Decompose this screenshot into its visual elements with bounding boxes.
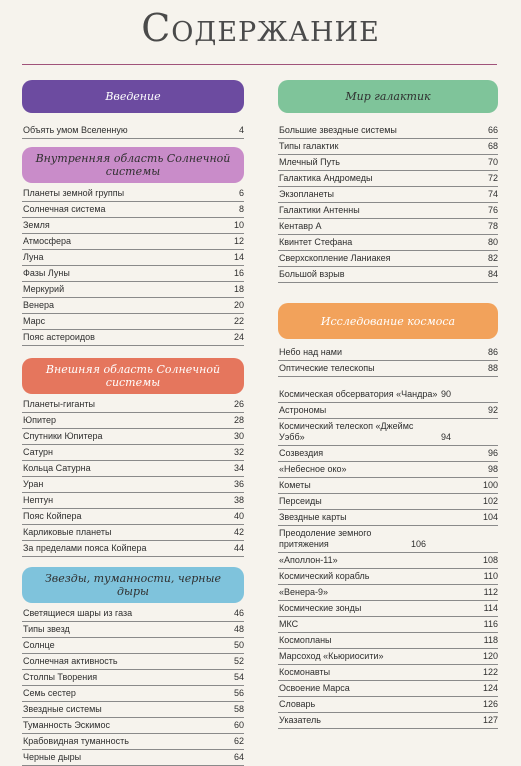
entry-label: Семь сестер (23, 688, 76, 698)
toc-entry[interactable] (22, 298, 244, 314)
toc-entry[interactable] (278, 585, 498, 601)
entry-page: 80 (487, 237, 498, 247)
entry-label: МКС (279, 619, 299, 629)
toc-entry[interactable] (22, 218, 244, 234)
entry-page: 112 (483, 587, 498, 597)
entry-label: Космический корабль (279, 571, 370, 581)
entry-label: Млечный Путь (279, 157, 340, 167)
entry-page: 64 (233, 752, 244, 762)
entry-label: Галактики Антенны (279, 205, 360, 215)
entry-page: 86 (487, 347, 498, 357)
entry-page: 78 (487, 221, 498, 231)
entry-page: 74 (487, 189, 498, 199)
entry-page: 32 (233, 447, 244, 457)
entry-label: Меркурий (23, 284, 65, 294)
entry-label: «Аполлон-11» (279, 555, 338, 565)
entry-page: 127 (482, 715, 498, 725)
entry-label: Кометы (279, 480, 311, 490)
toc-entry[interactable] (22, 606, 244, 622)
entry-page: 42 (233, 527, 244, 537)
entry-page: 38 (233, 495, 244, 505)
toc-entry[interactable] (22, 202, 244, 218)
entry-label: Сверхскопление Ланиакея (279, 253, 391, 263)
entry-page: 126 (482, 699, 498, 709)
toc-entry[interactable] (278, 649, 498, 665)
section-list-space (278, 345, 498, 729)
toc-entry[interactable] (278, 494, 498, 510)
page-title: Содержание (141, 6, 380, 50)
entry-page: 44 (233, 543, 244, 553)
entry-page: 50 (233, 640, 244, 650)
entry-label: Солнечная активность (23, 656, 118, 666)
entry-label: Венера (23, 300, 54, 310)
toc-entry[interactable] (278, 617, 498, 633)
entry-label: Небо над нами (279, 347, 342, 357)
entry-label: Освоение Марса (279, 683, 350, 693)
entry-page: 116 (483, 619, 498, 629)
toc-entry[interactable] (22, 509, 244, 525)
toc-entry[interactable] (278, 446, 498, 462)
section-banner-inner[interactable] (22, 147, 244, 183)
entry-label: Звездные системы (23, 704, 102, 714)
toc-entry[interactable] (22, 734, 244, 750)
entry-label: За пределами пояса Койпера (23, 543, 147, 553)
entry-page: 12 (233, 236, 244, 246)
toc-entry[interactable] (278, 697, 498, 713)
toc-entry[interactable] (22, 429, 244, 445)
toc-right-column (278, 80, 498, 729)
toc-entry[interactable] (22, 266, 244, 282)
toc-entry[interactable] (278, 361, 498, 377)
entry-page: 4 (238, 125, 244, 135)
entry-page: 114 (483, 603, 498, 613)
section-banner-stars[interactable] (22, 567, 244, 603)
toc-left-column (22, 80, 244, 766)
entry-label: Космопланы (279, 635, 332, 645)
entry-page: 36 (233, 479, 244, 489)
entry-page: 76 (487, 205, 498, 215)
toc-entry[interactable] (278, 510, 498, 526)
entry-page: 8 (238, 204, 244, 214)
entry-page: 108 (482, 555, 498, 565)
entry-label: «Небесное око» (279, 464, 347, 474)
section-banner-space[interactable] (278, 303, 498, 339)
toc-entry[interactable] (278, 633, 498, 649)
section-banner-galaxies[interactable] (278, 80, 498, 113)
entry-page: 28 (233, 415, 244, 425)
toc-entry[interactable] (22, 282, 244, 298)
entry-label: Типы звезд (23, 624, 70, 634)
entry-page: 92 (487, 405, 498, 415)
toc-entry[interactable] (278, 419, 498, 446)
entry-page: 94 (441, 432, 452, 442)
section-list-outer (22, 397, 244, 557)
section-banner-outer[interactable] (22, 358, 244, 394)
entry-page: 46 (233, 608, 244, 618)
toc-entry[interactable] (278, 219, 498, 235)
toc-entry[interactable] (22, 413, 244, 429)
entry-label: Планеты-гиганты (23, 399, 95, 409)
entry-page: 98 (487, 464, 498, 474)
toc-entry[interactable] (22, 654, 244, 670)
section-banner-intro[interactable] (22, 80, 244, 113)
section-title: Звезды, туманности, черные дыры (44, 572, 222, 598)
toc-entry[interactable] (278, 377, 498, 403)
entry-page: 6 (238, 188, 244, 198)
entry-label: Солнце (23, 640, 55, 650)
entry-page: 52 (233, 656, 244, 666)
section-list-galaxies (278, 123, 498, 283)
entry-page: 72 (487, 173, 498, 183)
entry-label: Светящиеся шары из газа (23, 608, 133, 618)
toc-entry[interactable] (22, 397, 244, 413)
entry-label: Планеты земной группы (23, 188, 125, 198)
entry-label: Уран (23, 479, 44, 489)
entry-label: Указатель (279, 715, 321, 725)
entry-page: 70 (487, 157, 498, 167)
entry-label: «Венера-9» (279, 587, 329, 597)
toc-entry[interactable] (22, 718, 244, 734)
entry-label: Нептун (23, 495, 54, 505)
toc-entry[interactable] (278, 462, 498, 478)
toc-entry[interactable] (278, 478, 498, 494)
entry-page: 104 (482, 512, 498, 522)
entry-label: Словарь (279, 699, 316, 709)
toc-entry[interactable] (22, 330, 244, 346)
section-title: Исследование космоса (320, 314, 456, 328)
toc-entry[interactable] (278, 267, 498, 283)
entry-page: 100 (482, 480, 498, 490)
toc-entry[interactable] (278, 139, 498, 155)
entry-page: 56 (233, 688, 244, 698)
entry-page: 40 (233, 511, 244, 521)
toc-entry[interactable] (278, 171, 498, 187)
entry-label: Юпитер (23, 415, 57, 425)
entry-page: 16 (233, 268, 244, 278)
entry-page: 124 (482, 683, 498, 693)
entry-label: Космонавты (279, 667, 331, 677)
entry-page: 90 (441, 389, 452, 399)
entry-page: 14 (233, 252, 244, 262)
toc-entry[interactable] (278, 235, 498, 251)
entry-label: Кольца Сатурна (23, 463, 91, 473)
entry-label: Фазы Луны (23, 268, 70, 278)
entry-page: 84 (487, 269, 498, 279)
entry-page: 18 (233, 284, 244, 294)
toc-entry[interactable] (278, 601, 498, 617)
toc-entry[interactable] (278, 123, 498, 139)
entry-page: 62 (233, 736, 244, 746)
entry-label: Марс (23, 316, 46, 326)
entry-page: 10 (233, 220, 244, 230)
entry-page: 68 (487, 141, 498, 151)
entry-label: Космический телескоп «Джеймс Уэбб» (279, 421, 414, 442)
entry-label: Преодоление земного притяжения (279, 528, 372, 549)
entry-label: Пояс Койпера (23, 511, 82, 521)
entry-page: 58 (233, 704, 244, 714)
entry-label: Крабовидная туманность (23, 736, 129, 746)
toc-entry[interactable] (22, 750, 244, 766)
entry-page: 102 (482, 496, 498, 506)
toc-entry[interactable] (278, 251, 498, 267)
entry-label: Созвездия (279, 448, 324, 458)
section-list-intro (22, 123, 244, 139)
toc-entry[interactable] (22, 702, 244, 718)
entry-label: Кентавр А (279, 221, 322, 231)
entry-label: Сатурн (23, 447, 54, 457)
toc-entry[interactable] (22, 186, 244, 202)
entry-page: 110 (483, 571, 498, 581)
entry-label: Солнечная система (23, 204, 106, 214)
entry-label: Галактика Андромеды (279, 173, 373, 183)
section-list-inner (22, 186, 244, 346)
toc-entry[interactable] (278, 155, 498, 171)
entry-page: 118 (483, 635, 498, 645)
entry-page: 26 (233, 399, 244, 409)
entry-page: 60 (233, 720, 244, 730)
toc-entry[interactable] (278, 526, 498, 553)
toc-entry[interactable] (22, 234, 244, 250)
section-list-stars (22, 606, 244, 766)
section-title: Мир галактик (345, 90, 431, 103)
toc-entry[interactable] (22, 638, 244, 654)
entry-label: Туманность Эскимос (23, 720, 110, 730)
entry-label: Земля (23, 220, 50, 230)
entry-label: Космическая обсерватория «Чандра» (279, 389, 438, 399)
entry-page: 120 (482, 651, 498, 661)
entry-label: Большой взрыв (279, 269, 345, 279)
toc-entry[interactable] (22, 670, 244, 686)
section-title: Введение (105, 90, 161, 103)
entry-page: 88 (487, 363, 498, 373)
toc-entry[interactable] (278, 187, 498, 203)
entry-page: 96 (487, 448, 498, 458)
entry-page: 20 (233, 300, 244, 310)
toc-entry[interactable] (278, 553, 498, 569)
toc-entry[interactable] (22, 461, 244, 477)
entry-label: Пояс астероидов (23, 332, 95, 342)
entry-page: 106 (411, 539, 427, 549)
entry-label: Карликовые планеты (23, 527, 112, 537)
entry-label: Луна (23, 252, 44, 262)
entry-page: 24 (233, 332, 244, 342)
entry-page: 30 (233, 431, 244, 441)
entry-label: Спутники Юпитера (23, 431, 103, 441)
toc-entry[interactable] (22, 123, 244, 139)
section-title: Внешняя область Солнечной системы (45, 363, 221, 389)
entry-label: Квинтет Стефана (279, 237, 353, 247)
entry-page: 22 (233, 316, 244, 326)
entry-label: Экзопланеты (279, 189, 334, 199)
toc-entry[interactable] (22, 622, 244, 638)
toc-entry[interactable] (278, 681, 498, 697)
toc-entry[interactable] (22, 541, 244, 557)
entry-label: Типы галактик (279, 141, 339, 151)
entry-label: Оптические телескопы (279, 363, 375, 373)
entry-label: Атмосфера (23, 236, 72, 246)
toc-entry[interactable] (278, 203, 498, 219)
toc-entry[interactable] (278, 713, 498, 729)
entry-label: Объять умом Вселенную (23, 125, 128, 135)
title-divider (22, 64, 497, 65)
toc-entry[interactable] (278, 569, 498, 585)
entry-label: Космические зонды (279, 603, 362, 613)
entry-label: Столпы Творения (23, 672, 98, 682)
toc-entry[interactable] (22, 445, 244, 461)
toc-entry[interactable] (22, 525, 244, 541)
toc-entry[interactable] (22, 314, 244, 330)
entry-page: 122 (482, 667, 498, 677)
entry-page: 54 (233, 672, 244, 682)
entry-page: 66 (487, 125, 498, 135)
entry-label: Большие звездные системы (279, 125, 397, 135)
toc-entry[interactable] (278, 403, 498, 419)
entry-label: Черные дыры (23, 752, 82, 762)
entry-label: Марсоход «Кьюриосити» (279, 651, 384, 661)
entry-label: Персеиды (279, 496, 322, 506)
entry-page: 34 (233, 463, 244, 473)
toc-entry[interactable] (278, 345, 498, 361)
toc-entry[interactable] (22, 493, 244, 509)
toc-entry[interactable] (22, 250, 244, 266)
toc-entry[interactable] (278, 665, 498, 681)
entry-page: 48 (233, 624, 244, 634)
toc-entry[interactable] (22, 477, 244, 493)
entry-label: Астрономы (279, 405, 327, 415)
section-title: Внутренняя область Солнечной системы (35, 152, 231, 178)
entry-label: Звездные карты (279, 512, 347, 522)
entry-page: 82 (487, 253, 498, 263)
